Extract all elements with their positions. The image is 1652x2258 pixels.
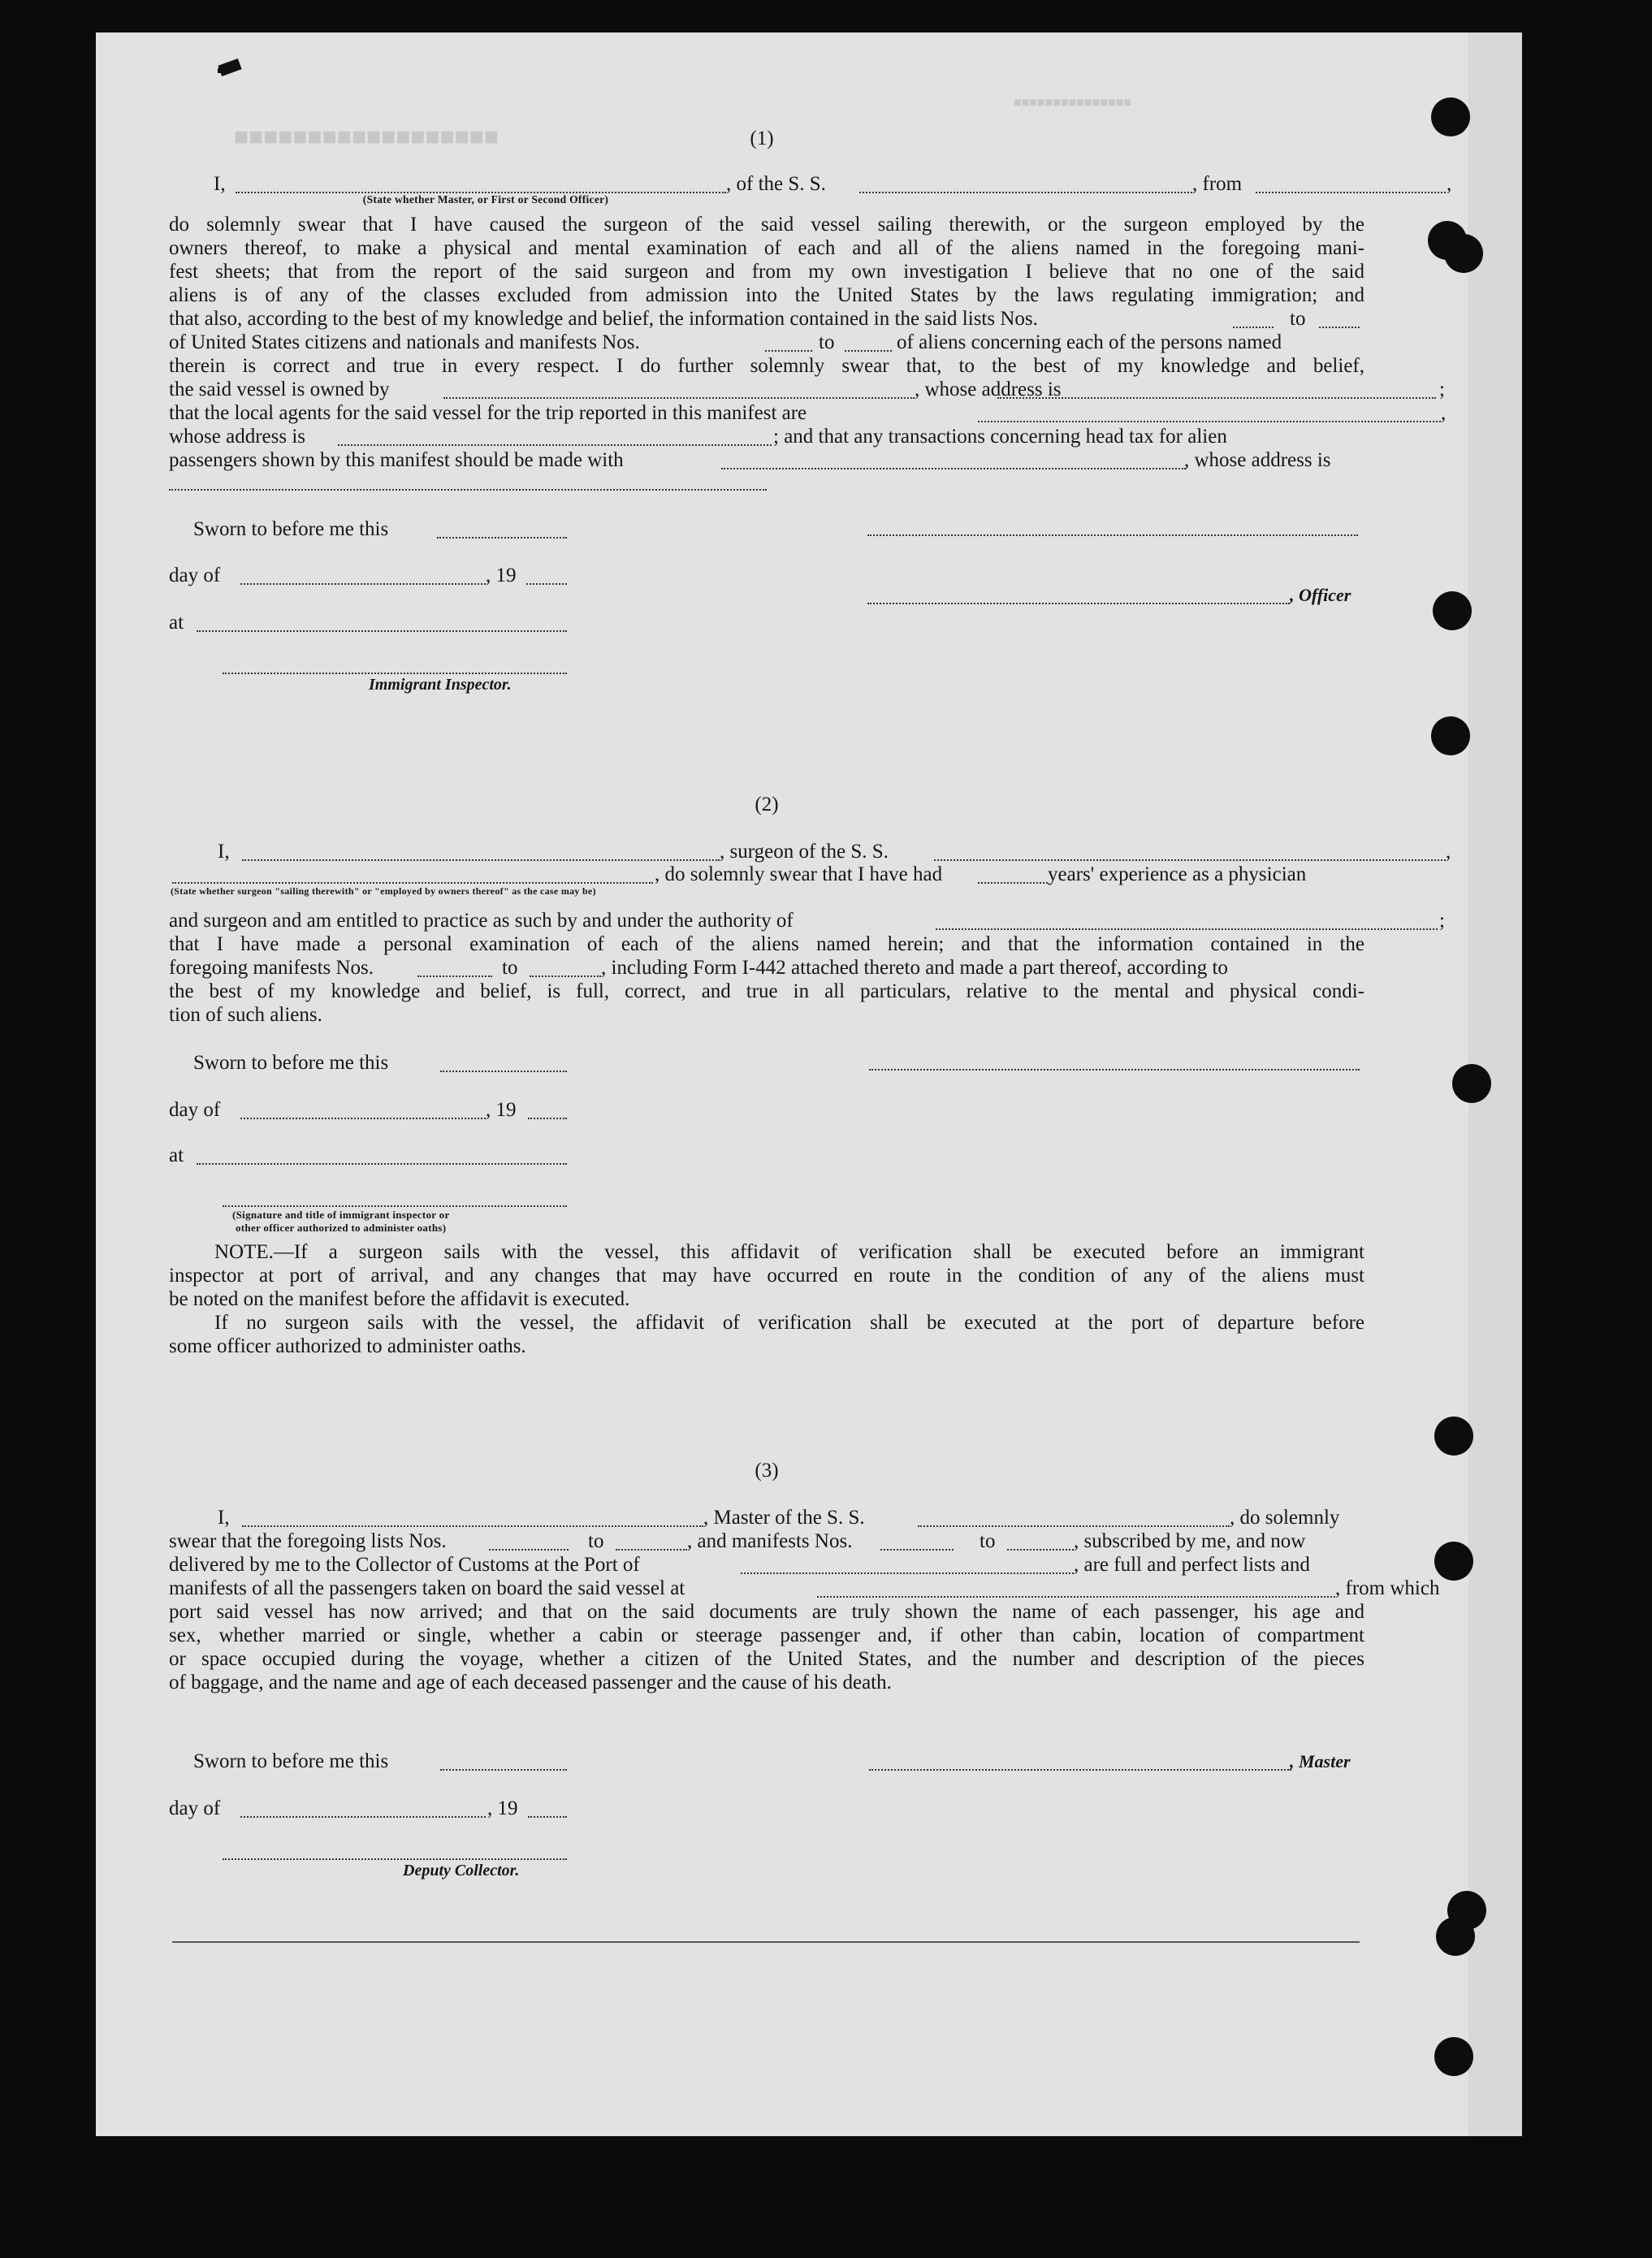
section-number: (2) <box>755 794 779 815</box>
surgeon-name-field[interactable] <box>242 859 720 861</box>
head-tax-address-field[interactable] <box>169 489 767 491</box>
surgeon-signature-field[interactable] <box>869 1069 1360 1071</box>
officer-signature-line-top[interactable] <box>867 534 1358 536</box>
manifests-nos-label: foregoing manifests Nos. <box>169 957 374 979</box>
ink-mark <box>218 58 241 76</box>
note-text-line: NOTE.—If a surgeon sails with the vessel, this affidavit of verification shall be executed before an immigrant <box>214 1241 1364 1263</box>
manifests-nos-from-field[interactable] <box>417 975 492 977</box>
note-text-line: If no surgeon sails with the vessel, the affidavit of verification shall be executed at the port of departure before <box>214 1312 1364 1334</box>
full-lists-text: , are full and perfect lists and <box>1074 1554 1310 1576</box>
section-number: (1) <box>750 128 774 149</box>
sworn-label: Sworn to before me this <box>193 1750 389 1772</box>
lists-nos-label: swear that the foregoing lists Nos. <box>169 1530 447 1552</box>
manifests-nos-to-field[interactable] <box>530 975 601 977</box>
years-experience-field[interactable] <box>978 882 1048 884</box>
sworn-label: Sworn to before me this <box>193 518 389 540</box>
officer-caption: (State whether Master, or First or Second Officer) <box>362 193 609 205</box>
oath-text-line: fest sheets; that from the report of the said surgeon and from my own investigation I believe that no one of the said <box>169 261 1364 283</box>
semicolon: ; <box>1439 378 1445 400</box>
surgeon-status-field[interactable] <box>172 882 653 884</box>
month-field[interactable] <box>240 1118 486 1119</box>
surgeon-caption: (State whether surgeon "sailing therewith" or "employed by owners thereof" as the case may be) <box>171 885 596 897</box>
agents-address-field[interactable] <box>338 444 772 446</box>
surgeon-oath-text: , do solemnly swear that I have had <box>655 863 943 885</box>
manifests-nos-label: , and manifests Nos. <box>687 1530 853 1552</box>
years-experience-label: years' experience as a physician <box>1048 863 1307 885</box>
note-text-line: be noted on the manifest before the affidavit is executed. <box>169 1288 630 1310</box>
do-solemnly-text: , do solemnly <box>1230 1507 1340 1529</box>
year-label: , 19 <box>486 1099 517 1121</box>
sworn-label: Sworn to before me this <box>193 1052 389 1074</box>
whose-address-label: , whose address is <box>915 378 1062 400</box>
year-field[interactable] <box>526 583 567 585</box>
punch-hole <box>1444 234 1483 273</box>
owned-by-label: the said vessel is owned by <box>169 378 390 400</box>
sworn-day-field[interactable] <box>440 1071 567 1072</box>
punch-hole <box>1436 1917 1475 1956</box>
punch-hole <box>1434 1542 1473 1581</box>
place-field[interactable] <box>197 630 567 632</box>
to-label: to <box>502 957 518 979</box>
collector-signature-field[interactable] <box>223 1858 567 1860</box>
signature-caption: (Signature and title of immigrant inspector or <box>232 1209 450 1221</box>
whose-address-label: , whose address is <box>1184 449 1331 471</box>
punch-hole <box>1434 1417 1473 1456</box>
subscribed-text: , subscribed by me, and now <box>1074 1530 1306 1552</box>
surgeon-text-line: the best of my knowledge and belief, is full, correct, and true in all particulars, relative to the mental and physical condi- <box>169 980 1364 1002</box>
from-label: , from <box>1192 173 1243 195</box>
comma: , <box>1447 173 1452 195</box>
to-label: to <box>980 1530 996 1552</box>
lists-nos-label: that also, according to the best of my knowledge and belief, the information contained in the said lists Nos. <box>169 308 1038 330</box>
departure-port-field[interactable] <box>817 1596 1335 1598</box>
authority-field[interactable] <box>936 928 1438 930</box>
year-label: , 19 <box>486 564 517 586</box>
oath-pronoun: I, <box>214 173 226 195</box>
whose-address-label: whose address is <box>169 426 306 448</box>
manifests-nos-to-field[interactable] <box>845 350 892 352</box>
oath-text-line: aliens is of any of the classes excluded from admission into the United States by the laws regulating immigration; and <box>169 284 1364 306</box>
head-tax-text: ; and that any transactions concerning head tax for alien <box>773 426 1227 448</box>
inspector-signature-field[interactable] <box>223 673 567 674</box>
surgeon-text-line: that I have made a personal examination of each of the aliens named herein; and that the information contained in the <box>169 933 1364 955</box>
lists-nos-from-field[interactable] <box>489 1549 569 1551</box>
oath-pronoun: I, <box>218 1507 230 1529</box>
surgeon-of-ship-label: , surgeon of the S. S. <box>720 841 889 863</box>
local-agents-label: that the local agents for the said vessel for the trip reported in this manifest are <box>169 402 807 424</box>
place-field[interactable] <box>197 1163 567 1165</box>
master-label: , Master <box>1290 1751 1351 1771</box>
punch-hole <box>1434 2037 1473 2076</box>
collector-label: Deputy Collector. <box>403 1862 520 1880</box>
oath-text-line: therein is correct and true in every respect. I do further solemnly swear that, to the best of my knowledge and belief, <box>169 355 1364 377</box>
inspector-label: Immigrant Inspector. <box>369 676 512 694</box>
surgeon-ship-field[interactable] <box>934 859 1446 861</box>
sworn-day-field[interactable] <box>437 537 567 539</box>
owner-address-field[interactable] <box>997 397 1436 399</box>
punch-hole <box>1431 97 1470 136</box>
to-label: to <box>1290 308 1306 330</box>
from-which-text: , from which <box>1335 1577 1440 1599</box>
bleed-through-header: ■■■■■■■■■■■■■■■ <box>1014 96 1131 110</box>
officer-signature-field[interactable] <box>867 603 1290 604</box>
master-text-line: port said vessel has now arrived; and that on the said documents are truly shown the name of each passenger, his age and <box>169 1601 1364 1623</box>
year-label: , 19 <box>487 1797 518 1819</box>
owner-field[interactable] <box>443 397 915 399</box>
signature-caption: other officer authorized to administer oaths) <box>236 1222 447 1234</box>
inspector-signature-field[interactable] <box>223 1205 567 1207</box>
day-of-label: day of <box>169 1099 221 1121</box>
at-label: at <box>169 1144 184 1166</box>
month-field[interactable] <box>240 583 486 585</box>
note-text-line: inspector at port of arrival, and any changes that may have occurred en route in the condition of any of the aliens must <box>169 1265 1364 1287</box>
note-text-line: some officer authorized to administer oaths. <box>169 1335 526 1357</box>
local-agents-field[interactable] <box>978 421 1441 422</box>
sworn-day-field[interactable] <box>440 1769 567 1771</box>
lists-nos-from-field[interactable] <box>1233 327 1274 328</box>
day-of-label: day of <box>169 1797 221 1819</box>
punch-hole <box>1431 716 1470 755</box>
master-text-line: or space occupied during the voyage, whether a citizen of the United States, and the number and description of the pieces <box>169 1648 1364 1670</box>
port-field[interactable] <box>741 1572 1074 1574</box>
form-page <box>96 32 1522 2136</box>
at-label: at <box>169 612 184 634</box>
oath-text-line: owners thereof, to make a physical and mental examination of each and all of the aliens named in the foregoing mani- <box>169 237 1364 259</box>
from-port-field[interactable] <box>1256 192 1446 193</box>
master-of-ship-label: , Master of the S. S. <box>703 1507 865 1529</box>
form-i442-text: , including Form I-442 attached thereto and made a part thereof, according to <box>601 957 1228 979</box>
oath-text-line: do solemnly swear that I have caused the surgeon of the said vessel sailing therewith, or the surgeon employed by the <box>169 214 1364 236</box>
ship-name-field[interactable] <box>859 192 1192 193</box>
port-label: delivered by me to the Collector of Customs at the Port of <box>169 1554 640 1576</box>
lists-nos-to-field[interactable] <box>1319 327 1360 328</box>
authority-label: and surgeon and am entitled to practice as such by and under the authority of <box>169 910 794 932</box>
officer-label: , Officer <box>1290 585 1351 605</box>
passengers-label: passengers shown by this manifest should be made with <box>169 449 624 471</box>
lists-nos-to-field[interactable] <box>616 1549 687 1551</box>
month-field[interactable] <box>240 1816 486 1818</box>
head-tax-agent-field[interactable] <box>721 468 1186 469</box>
bottom-rule <box>172 1941 1360 1943</box>
oath-pronoun: I, <box>218 841 230 863</box>
of-ship-label: , of the S. S. <box>726 173 826 195</box>
manifests-nos-from-field[interactable] <box>765 350 812 352</box>
master-ship-field[interactable] <box>918 1525 1230 1527</box>
manifests-nos-to-field[interactable] <box>1007 1549 1074 1551</box>
to-label: to <box>588 1530 604 1552</box>
comma: , <box>1446 841 1451 863</box>
comma: , <box>1441 402 1447 424</box>
year-field[interactable] <box>528 1118 567 1119</box>
punch-hole <box>1433 591 1472 630</box>
master-text-line: of baggage, and the name and age of each deceased passenger and the cause of his death. <box>169 1672 892 1694</box>
semicolon: ; <box>1439 910 1445 932</box>
master-signature-field[interactable] <box>869 1769 1291 1771</box>
manifests-nos-label: of United States citizens and nationals and manifests Nos. <box>169 331 640 353</box>
day-of-label: day of <box>169 564 221 586</box>
section-number: (3) <box>755 1460 779 1482</box>
vessel-at-label: manifests of all the passengers taken on board the said vessel at <box>169 1577 685 1599</box>
bleed-through-text: ■■■■■■■■■■■■■■■■■■ <box>234 123 499 150</box>
manifests-nos-from-field[interactable] <box>880 1549 954 1551</box>
surgeon-text-line: tion of such aliens. <box>169 1004 322 1026</box>
year-field[interactable] <box>528 1816 567 1818</box>
master-name-field[interactable] <box>242 1525 703 1527</box>
master-text-line: sex, whether married or single, whether a cabin or steerage passenger and, if other than cabin, location of compartment <box>169 1624 1364 1646</box>
to-label: to <box>819 331 835 353</box>
aliens-text: of aliens concerning each of the persons named <box>897 331 1282 353</box>
punch-hole <box>1452 1064 1491 1103</box>
ink-mark <box>218 68 224 73</box>
